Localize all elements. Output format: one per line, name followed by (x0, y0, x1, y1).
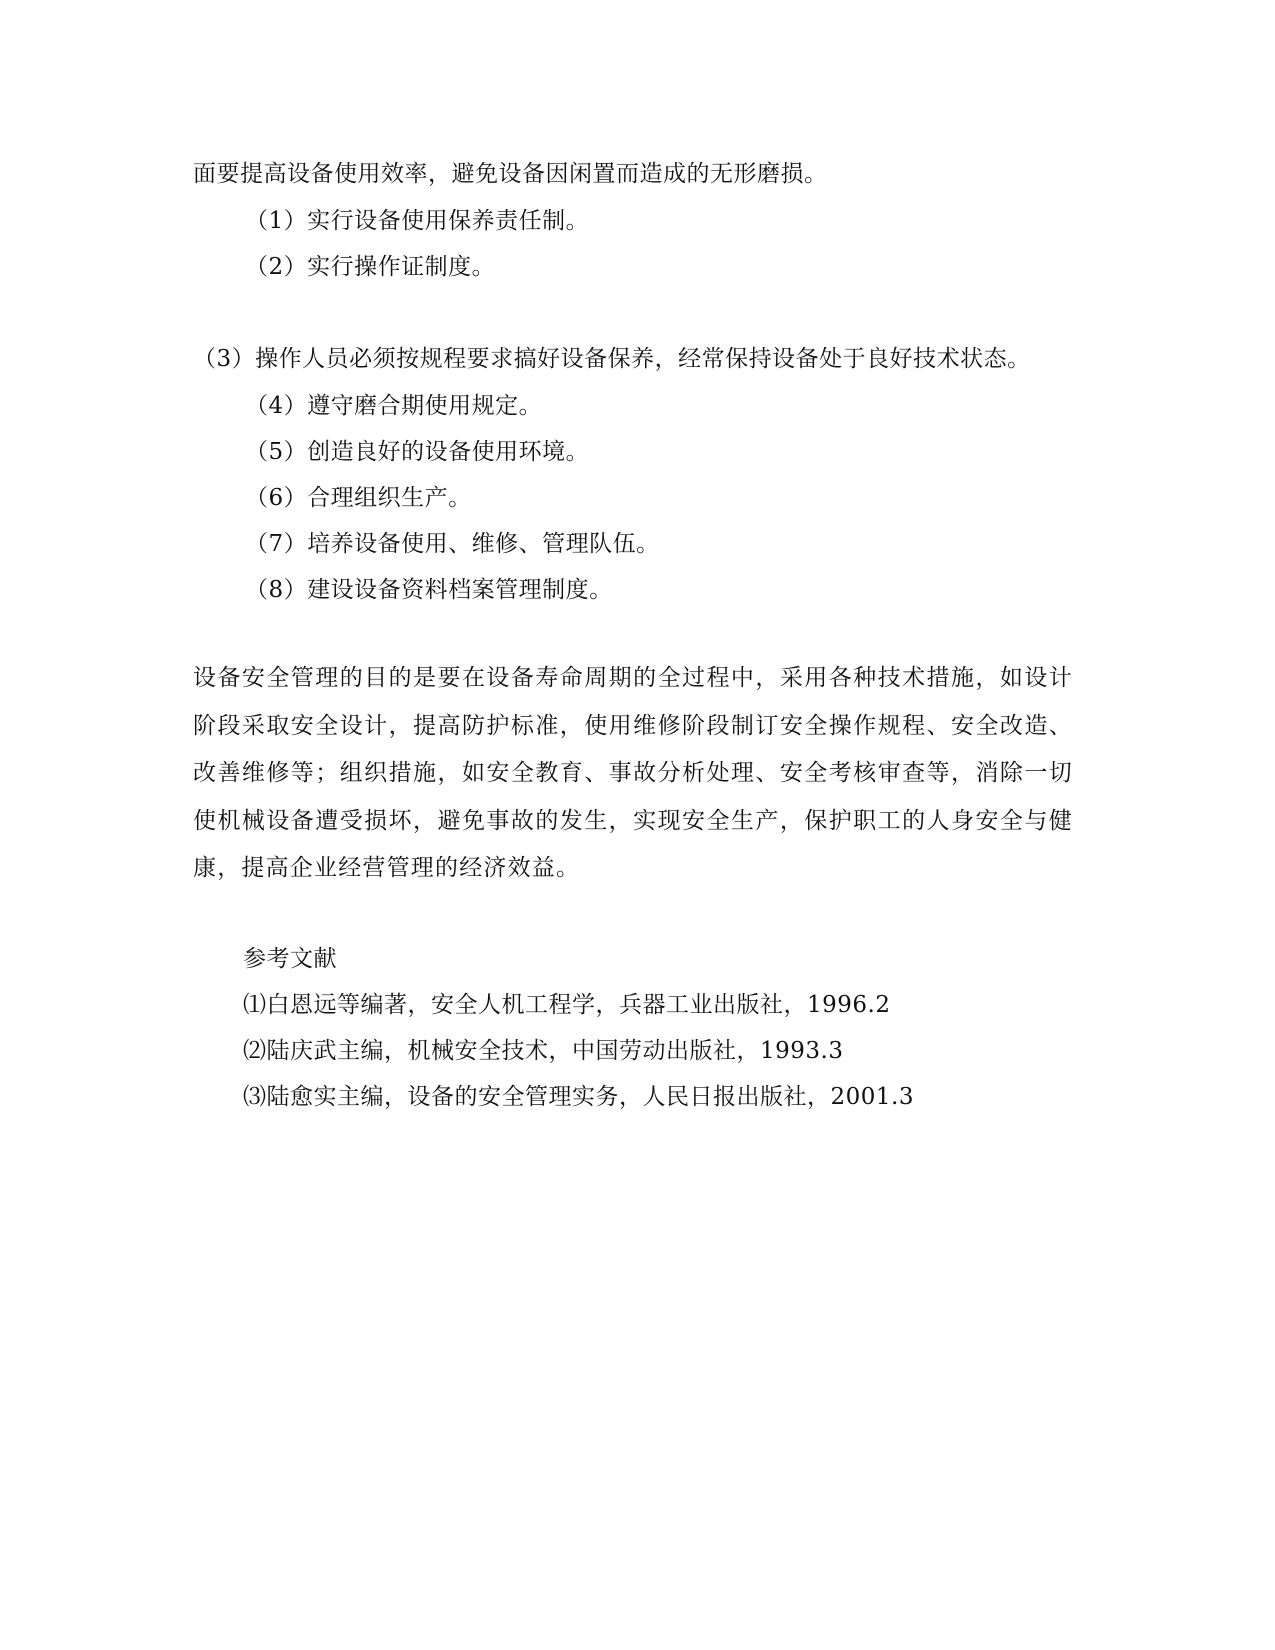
list-item: （6）合理组织生产。 (245, 485, 472, 511)
reference-item: ⑶陆愈实主编，设备的安全管理实务，人民日报出版社，2001.3 (243, 1084, 914, 1110)
references-heading: 参考文献 (243, 946, 337, 972)
safety-paragraph: 设备安全管理的目的是要在设备寿命周期的全过程中，采用各种技术措施，如设计阶段采取安全设计，提高防护标准，使用维修阶段制订安全操作规程、安全改造、改善维修等；组织措施，如安全教育、事故分析处理、安全考核审查等，消除一切使机械设备遭受损坏，避免事故的发生，实现安全生产，保护职工的人身安全与健康，提高企业经营管理的经济效益。 (193, 665, 1073, 881)
list-item: （1）实行设备使用保养责任制。 (245, 208, 590, 234)
list-item: （5）创造良好的设备使用环境。 (245, 439, 590, 465)
intro-line: 面要提高设备使用效率，避免设备因闲置而造成的无形磨损。 (193, 161, 828, 187)
reference-item: ⑵陆庆武主编，机械安全技术，中国劳动出版社，1993.3 (243, 1038, 844, 1064)
list-item: （4）遵守磨合期使用规定。 (245, 393, 543, 419)
list-item: （2）实行操作证制度。 (245, 254, 496, 280)
reference-item: ⑴白恩远等编著，安全人机工程学，兵器工业出版社，1996.2 (243, 992, 891, 1018)
list-item: （7）培养设备使用、维修、管理队伍。 (245, 531, 660, 557)
list-item: （8）建设设备资料档案管理制度。 (245, 577, 613, 603)
list-item: （3）操作人员必须按规程要求搞好设备保养，经常保持设备处于良好技术状态。 (193, 346, 1031, 372)
